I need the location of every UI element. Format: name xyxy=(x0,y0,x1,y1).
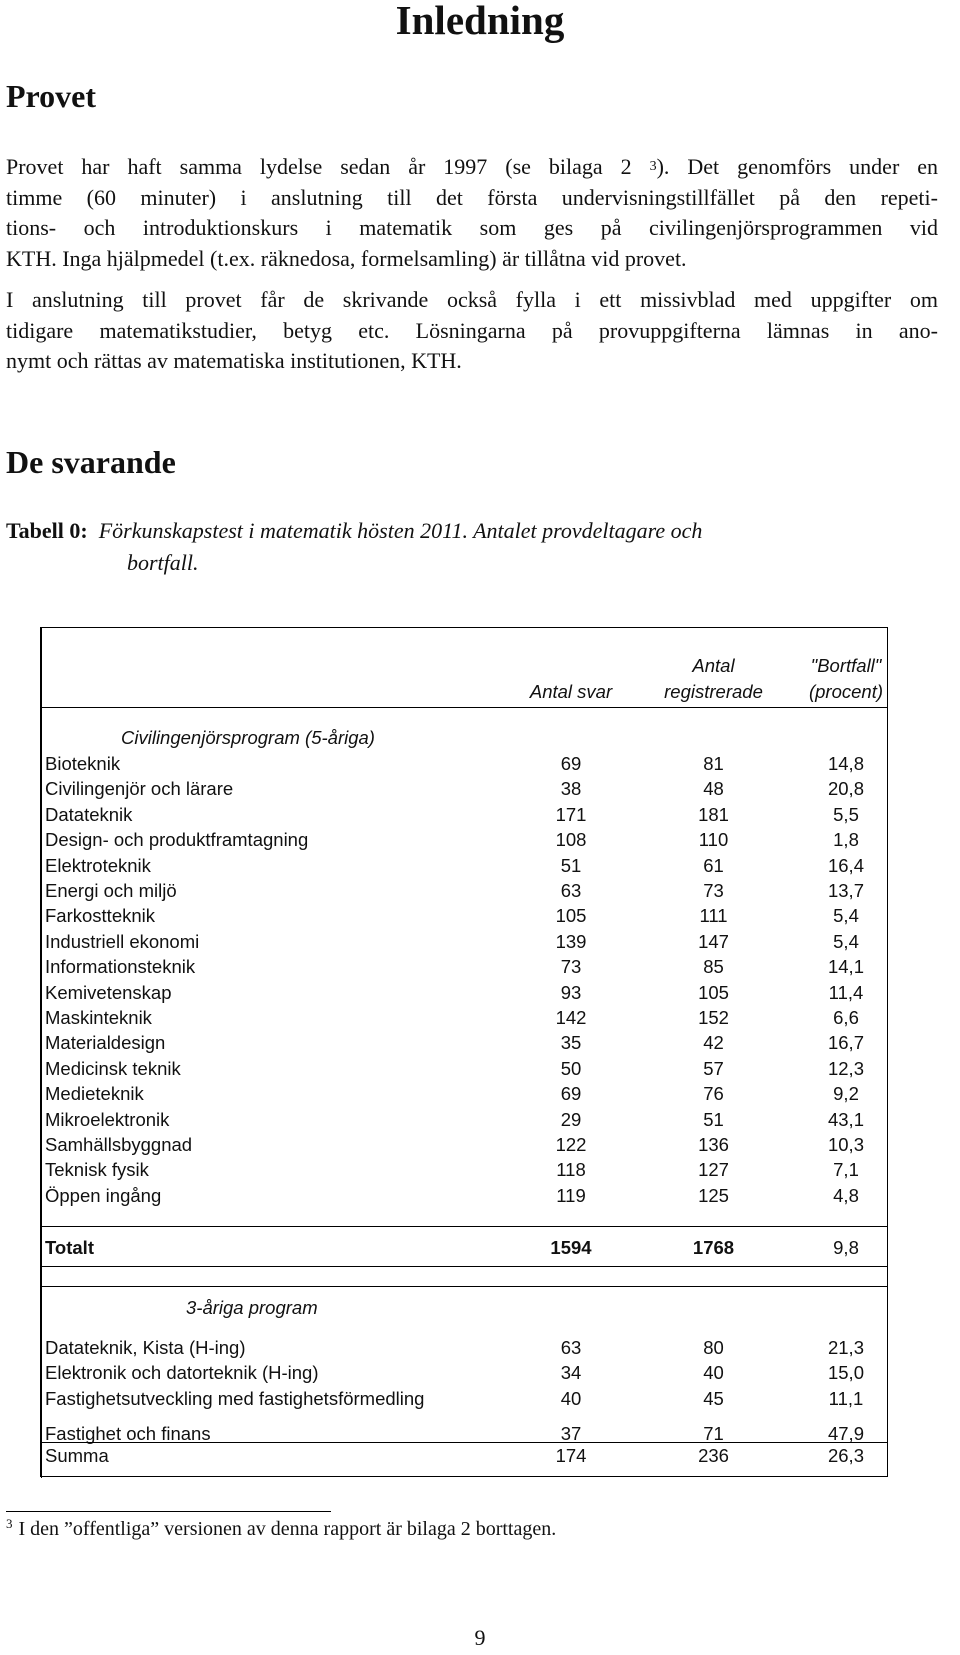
row-program-name: Materialdesign xyxy=(45,1032,166,1054)
paragraph-line: tidigare matematikstudier, betyg etc. Lösningarna på provuppgifterna lämnas in ano- xyxy=(6,317,938,343)
row-svar: 171 xyxy=(555,803,587,825)
row-svar: 108 xyxy=(555,829,587,851)
row-program-name: Design- och produktframtagning xyxy=(45,829,309,851)
row-bortfall: 12,3 xyxy=(827,1057,864,1079)
footnote-ref: 3 xyxy=(649,159,657,174)
row-svar: 69 xyxy=(560,753,582,774)
table-divider xyxy=(41,1286,887,1287)
row-reg: 42 xyxy=(703,1032,724,1054)
row-bortfall: 5,4 xyxy=(833,930,859,952)
row-bortfall: 4,8 xyxy=(833,1184,859,1206)
row-bortfall: 15,0 xyxy=(827,1362,864,1384)
row-program-name: Samhällsbyggnad xyxy=(45,1134,193,1155)
footnote xyxy=(6,1518,556,1541)
row-program-name: Teknisk fysik xyxy=(45,1159,149,1181)
caption-text-cont: bortfall. xyxy=(127,550,199,575)
caption-text: Förkunskapstest i matematik hösten 2011. Antalet provdeltagare och xyxy=(98,518,703,543)
row-bortfall: 11,1 xyxy=(828,1387,864,1409)
row-reg: 73 xyxy=(703,880,724,901)
row-svar: 35 xyxy=(560,1032,582,1054)
row-bortfall: 9,2 xyxy=(833,1083,859,1105)
paragraph-line: nymt och rättas av matematiska institutionen, KTH. xyxy=(6,348,462,373)
row-program-name: Medieteknik xyxy=(45,1083,144,1105)
row-bortfall: 10,3 xyxy=(827,1134,864,1155)
row-program-name: Farkostteknik xyxy=(45,905,156,927)
total-registrerade: 1768 xyxy=(692,1237,735,1258)
row-reg: 125 xyxy=(698,1184,729,1206)
table-divider xyxy=(41,1226,887,1227)
group-title-3-ariga: 3-åriga program xyxy=(186,1297,318,1318)
results-table xyxy=(40,627,888,1477)
row-svar: 73 xyxy=(560,956,582,978)
row-svar: 139 xyxy=(555,930,587,952)
row-svar: 118 xyxy=(556,1159,586,1181)
total-svar: 1594 xyxy=(550,1237,592,1258)
row-program-name: Kemivetenskap xyxy=(45,981,172,1003)
row-svar: 105 xyxy=(555,905,587,927)
row-program-name: Bioteknik xyxy=(45,753,121,774)
row-svar: 93 xyxy=(560,981,582,1003)
row-program-name: Industriell ekonomi xyxy=(45,930,200,952)
paragraph-line: timme (60 minuter) i anslutning till det första undervisningstillfället på den repeti- xyxy=(6,184,938,210)
footnote-separator xyxy=(6,1511,331,1512)
summa-label: Summa xyxy=(45,1445,109,1466)
header-procent: (procent) xyxy=(808,681,884,702)
row-svar: 142 xyxy=(555,1007,587,1028)
row-reg: 127 xyxy=(698,1159,729,1181)
table-divider xyxy=(41,707,887,708)
row-reg: 181 xyxy=(698,803,729,825)
row-bortfall: 16,4 xyxy=(827,854,864,876)
row-reg: 105 xyxy=(698,981,729,1003)
row-program-name: Medicinsk teknik xyxy=(45,1057,181,1079)
row-reg: 81 xyxy=(703,753,724,774)
row-reg: 152 xyxy=(698,1007,729,1028)
row-svar: 51 xyxy=(560,854,582,876)
row-svar: 34 xyxy=(560,1362,582,1384)
row-reg: 147 xyxy=(698,930,729,952)
row-reg: 80 xyxy=(703,1337,724,1358)
row-svar: 40 xyxy=(560,1387,582,1409)
summa-bortfall: 26,3 xyxy=(827,1445,864,1466)
row-bortfall: 5,5 xyxy=(833,803,859,825)
caption-label: Tabell 0: xyxy=(6,518,88,543)
header-bortfall: "Bortfall" xyxy=(810,655,882,676)
row-reg: 45 xyxy=(703,1387,724,1409)
row-program-name: Fastighetsutveckling med fastighetsförmedling xyxy=(45,1387,425,1409)
row-program-name: Elektronik och datorteknik (H-ing) xyxy=(45,1362,319,1384)
row-program-name: Maskinteknik xyxy=(45,1007,152,1028)
row-reg: 48 xyxy=(703,778,724,800)
paragraph-line: KTH. Inga hjälpmedel (t.ex. räknedosa, formelsamling) är tillåtna vid provet. xyxy=(6,245,687,271)
row-svar: 63 xyxy=(560,880,582,901)
paragraph-provet-2 xyxy=(6,285,938,377)
row-bortfall: 20,8 xyxy=(827,778,864,800)
total-bortfall: 9,8 xyxy=(833,1237,859,1258)
row-svar: 37 xyxy=(560,1423,582,1445)
row-bortfall: 14,8 xyxy=(827,753,864,774)
summa-registrerade: 236 xyxy=(698,1445,729,1466)
row-program-name: Elektroteknik xyxy=(45,854,151,876)
header-antal-svar: Antal svar xyxy=(529,681,613,702)
summa-svar: 174 xyxy=(555,1445,587,1466)
row-bortfall: 14,1 xyxy=(827,956,864,978)
paragraph-line: Provet har haft samma lydelse sedan år 1997 (se bilaga 2 $^3$). Det genomförs under en xyxy=(6,154,938,179)
row-svar: 38 xyxy=(560,778,582,800)
row-program-name: Energi och miljö xyxy=(45,880,177,901)
row-program-name: Datateknik xyxy=(45,803,133,825)
row-reg: 110 xyxy=(698,829,729,851)
row-svar: 50 xyxy=(560,1057,582,1079)
row-reg: 76 xyxy=(703,1083,724,1105)
row-bortfall: 43,1 xyxy=(827,1108,864,1130)
total-label: Totalt xyxy=(45,1237,94,1258)
row-reg: 51 xyxy=(703,1108,724,1130)
header-antal: Antal xyxy=(692,655,735,676)
row-bortfall: 47,9 xyxy=(827,1423,864,1445)
row-bortfall: 21,3 xyxy=(827,1337,864,1358)
row-svar: 63 xyxy=(560,1337,582,1358)
row-reg: 85 xyxy=(703,956,724,978)
row-reg: 61 xyxy=(703,854,724,876)
row-bortfall: 5,4 xyxy=(833,905,859,927)
row-svar: 119 xyxy=(556,1184,586,1206)
row-program-name: Datateknik, Kista (H-ing) xyxy=(45,1337,246,1358)
row-svar: 29 xyxy=(560,1108,582,1130)
row-reg: 136 xyxy=(698,1134,729,1155)
paragraph-provet-1 xyxy=(6,152,938,274)
row-program-name: Öppen ingång xyxy=(45,1184,162,1206)
section-title-de-svarande: De svarande xyxy=(6,444,176,480)
row-bortfall: 7,1 xyxy=(833,1159,859,1181)
row-reg: 40 xyxy=(703,1362,724,1384)
row-svar: 122 xyxy=(555,1134,587,1155)
table-divider xyxy=(41,1266,887,1267)
footnote-text: I den ”offentliga” versionen av denna rapport är bilaga 2 borttagen. xyxy=(18,1518,557,1540)
row-bortfall: 6,6 xyxy=(833,1007,859,1028)
table-divider xyxy=(41,1442,887,1443)
table-caption xyxy=(6,515,936,579)
group-title-5-ariga: Civilingenjörsprogram (5-åriga) xyxy=(121,727,375,748)
header-registrerade: registrerade xyxy=(664,681,763,702)
paragraph-line: tions- och introduktionskurs i matematik som ges på civilingenjörsprogrammen vid xyxy=(6,215,938,240)
paragraph-line: I anslutning till provet får de skrivande också fylla i ett missivblad med uppgifter om xyxy=(6,287,938,312)
row-bortfall: 11,4 xyxy=(828,981,864,1003)
row-svar: 69 xyxy=(560,1083,582,1105)
row-bortfall: 13,7 xyxy=(827,880,864,901)
row-reg: 71 xyxy=(703,1423,724,1445)
section-title-provet: Provet xyxy=(6,78,97,114)
row-program-name: Informationsteknik xyxy=(45,956,196,978)
row-program-name: Fastighet och finans xyxy=(45,1423,211,1445)
row-bortfall: 16,7 xyxy=(827,1032,864,1054)
row-reg: 57 xyxy=(703,1057,724,1079)
footnote-marker: 3 xyxy=(6,1516,13,1531)
row-program-name: Mikroelektronik xyxy=(45,1108,170,1130)
row-reg: 111 xyxy=(699,905,728,927)
page-number: 9 xyxy=(474,1625,486,1650)
row-bortfall: 1,8 xyxy=(833,829,859,851)
page-heading: Inledning xyxy=(395,0,565,43)
row-program-name: Civilingenjör och lärare xyxy=(45,778,234,800)
table-border xyxy=(41,628,42,1478)
